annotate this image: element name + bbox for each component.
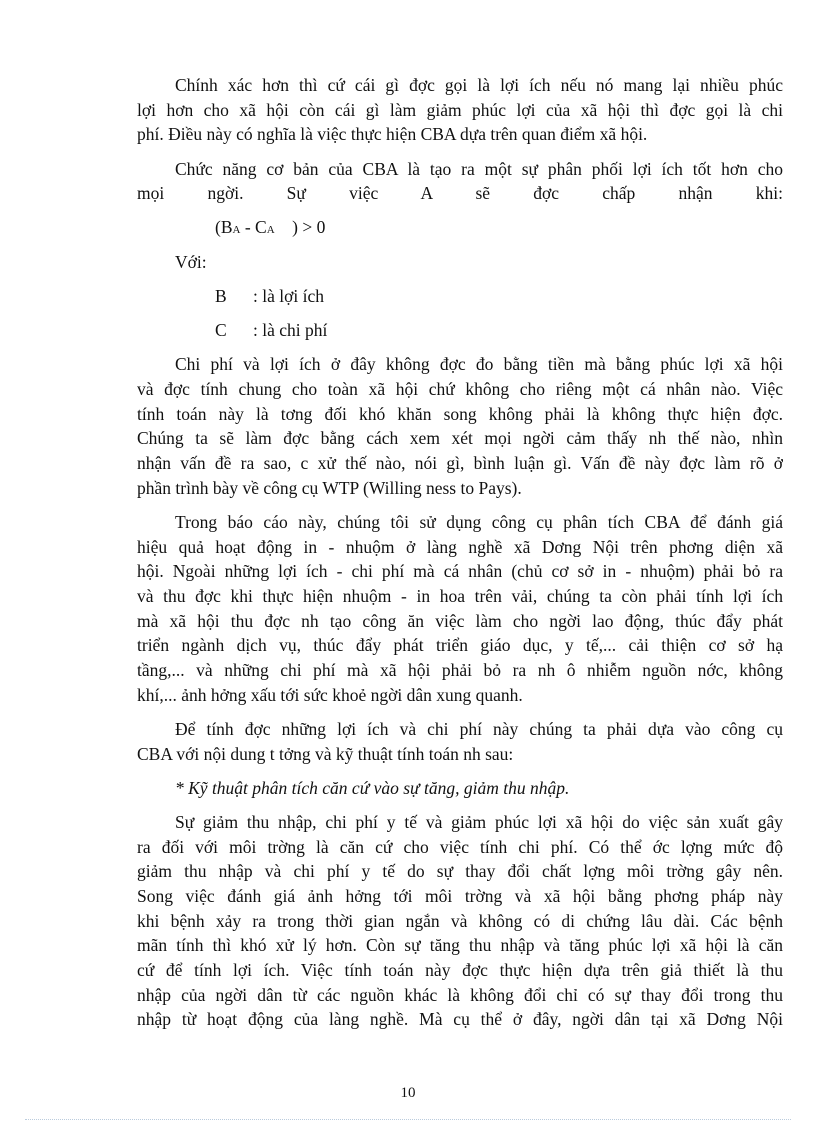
text-line: tầng,... và những chi phí mà xã hội phải bỏ ra nh ô nhiễm nguồn nớc, không: [137, 659, 783, 680]
text-line: Trong báo cáo này, chúng tôi sử dụng công cụ phân tích CBA để đánh giá: [175, 511, 783, 532]
text-line: Sự giảm thu nhập, chi phí y tế và giảm phúc lợi xã hội do việc sản xuất gây: [175, 811, 783, 832]
text-line: mãn tính thì khó xử lý hơn. Còn sự tăng thu nhập và tăng phúc lợi xã hội là căn: [137, 935, 783, 956]
text-line: Chức năng cơ bản của CBA là tạo ra một sự phân phối lợi ích tốt hơn cho: [175, 158, 783, 179]
with-label: Với:: [175, 251, 207, 272]
page-number: 10: [400, 1085, 416, 1101]
text-line: lợi hơn cho xã hội còn cái gì làm giảm phúc lợi của xã hội thì đợc gọi là chi: [137, 99, 783, 120]
text-line: nhập từ hoạt động của làng nghề. Mà cụ thể ở đây, ngời dân tại xã Dơng Nội: [137, 1009, 783, 1030]
formula-sub-a: A: [232, 224, 241, 237]
paragraph-4: [137, 510, 783, 708]
text-line: khi bệnh xảy ra trong thời gian ngắn và không có di chứng lâu dài. Các bệnh: [137, 910, 783, 931]
text-line: CBA với nội dung t tởng và kỹ thuật tính toán nh sau:: [137, 743, 514, 764]
text-line: mọi ngời. Sự việc A sẽ đợc chấp nhận khi:: [137, 183, 783, 204]
text-line: và thu đợc khi thực hiện nhuộm - in hoa trên vải, chúng ta còn phải tính lợi ích: [137, 585, 783, 606]
text-line: ra đối với môi trờng là căn cứ cho việc tính chi phí. Có thể ớc lợng mức độ: [137, 836, 783, 857]
text-line: hội. Ngoài những lợi ích - chi phí mà cá nhân (chủ cơ sở in - nhuộm) phải bỏ ra: [137, 561, 783, 582]
document-page: [137, 73, 783, 1032]
text-line: Chúng ta sẽ làm đợc bằng cách xem xét mọi ngời cảm thấy nh thế nào, nhìn: [137, 428, 783, 449]
paragraph-3: [137, 352, 783, 500]
text-line: nhận vấn đề ra sao, c xử thế nào, nói gì, bình luận gì. Vấn đề này đợc làm rõ ở: [137, 452, 783, 473]
definition-symbol: B: [215, 285, 227, 306]
text-line: hiệu quả hoạt động in - nhuộm ở làng nghề xã Dơng Nội trên phơng diện xã: [137, 536, 783, 557]
definition-c: [137, 318, 783, 343]
formula-c: - C: [240, 217, 267, 238]
paragraph-6: [137, 810, 783, 1032]
text-line: tính toán này là tơng đối khó khăn song không phải là không thực hiện đợc.: [137, 403, 783, 424]
text-line: phí. Điều này có nghĩa là việc thực hiện CBA dựa trên quan điểm xã hội.: [137, 124, 648, 145]
text-line: cứ để tính lợi ích. Việc tính toán này đợc thực hiện dựa trên giả thiết là thu: [137, 960, 783, 980]
text-line: nhập của ngời dân từ các nguồn khác là không đổi chỉ có sự thay đổi trong thu: [137, 984, 783, 1005]
text-line: triển ngành dịch vụ, thúc đẩy phát triển giáo dục, y tế,... cải thiện cơ sở hạ: [137, 635, 783, 656]
text-line: và đợc tính chung cho toàn xã hội chứ không cho riêng một cá nhân nào. Việc: [137, 378, 783, 399]
definition-text: : là lợi ích: [253, 285, 324, 306]
text-line: khí,... ảnh hởng xấu tới sức khoẻ ngời dân xung quanh.: [137, 684, 523, 705]
formula-sub-a2: A: [266, 224, 275, 237]
text-line: Chi phí và lợi ích ở đây không đợc đo bằng tiền mà bằng phúc lợi xã hội: [175, 354, 783, 375]
text-line: phần trình bày về công cụ WTP (Willing ness to Pays).: [137, 477, 522, 498]
formula-close: ) > 0: [274, 217, 326, 238]
text-line: mà xã hội thu đợc nh tạo công ăn việc làm cho ngời lao động, thúc đẩy phát: [137, 610, 783, 631]
text-line: Để tính đợc những lợi ích và chi phí này chúng ta phải dựa vào công cụ: [175, 718, 783, 739]
italic-heading: * Kỹ thuật phân tích căn cứ vào sự tăng, giảm thu nhập.: [175, 777, 570, 798]
formula-b: (B: [215, 217, 233, 238]
paragraph-1: [137, 73, 783, 147]
text-line: Chính xác hơn thì cứ cái gì đợc gọi là lợi ích nếu nó mang lại nhiều phúc: [175, 75, 783, 95]
formula: [137, 215, 783, 240]
text-line: Song việc đánh giá ảnh hởng tới môi trờng và xã hội bằng phơng pháp này: [137, 885, 783, 906]
paragraph-5: [137, 717, 783, 766]
page-border: [25, 1119, 791, 1120]
text-line: giảm thu nhập và chi phí y tế do sự thay đổi chất lợng môi trờng gây nên.: [137, 861, 783, 882]
definition-b: [137, 284, 783, 309]
paragraph-2: [137, 157, 783, 206]
definition-text: : là chi phí: [253, 320, 328, 340]
definition-symbol: C: [215, 320, 227, 340]
